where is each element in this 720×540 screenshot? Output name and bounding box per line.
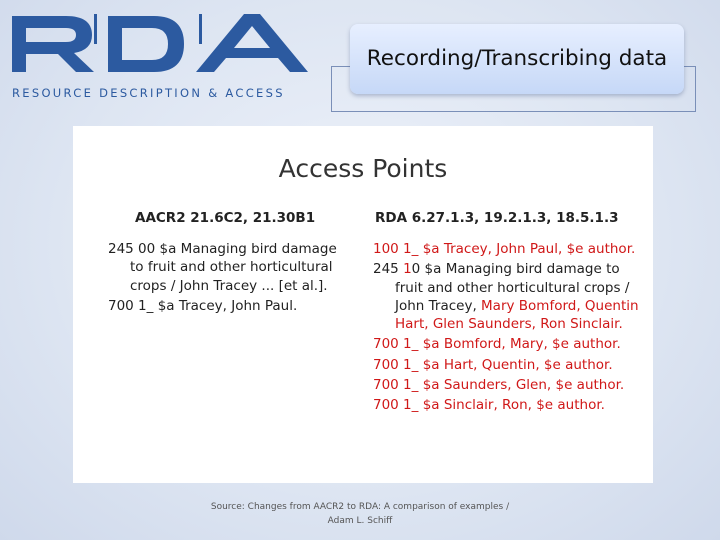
source-caption: Source: Changes from AACR2 to RDA: A comparison of examples / Adam L. Schiff — [210, 502, 510, 526]
slide-title: Recording/Transcribing data — [350, 24, 684, 94]
rda-entry-245 — [373, 260, 643, 333]
rda-entry-700: 700 1_ $a Hart, Quentin, $e author. — [373, 356, 613, 373]
aacr2-entry-245: 245 00 $a Managing bird damage to fruit and other horticultural crops / John Tracey ... [et al.]. — [108, 241, 337, 294]
panel-heading: Access Points — [278, 154, 448, 183]
rda-entry-100: 100 1_ $a Tracey, John Paul, $e author. — [373, 241, 636, 257]
aacr2-column — [108, 240, 348, 317]
aacr2-header: AACR2 21.6C2, 21.30B1 — [135, 210, 316, 226]
rda-entry-245-text: 0 $a Managing bird damage to fruit and other horticultural crops / John Tracey, — [395, 261, 630, 314]
logo-tagline: RESOURCE DESCRIPTION & ACCESS — [12, 86, 285, 100]
rda-entry-245-indicator: 1 — [403, 261, 412, 278]
aacr2-entry-700: 700 1_ $a Tracey, John Paul. — [108, 297, 298, 314]
rda-entry-700: 700 1_ $a Saunders, Glen, $e author. — [373, 377, 625, 394]
access-points-panel — [73, 126, 653, 483]
rda-logo — [8, 10, 318, 102]
rda-entry-700: 700 1_ $a Bomford, Mary, $e author. — [373, 336, 621, 353]
rda-entry-700: 700 1_ $a Sinclair, Ron, $e author. — [373, 397, 605, 414]
rda-column — [373, 240, 643, 417]
rda-logo-mark — [8, 10, 318, 80]
rda-entry-245-tag: 245 — [373, 261, 404, 278]
rda-entry-245-added-names: Mary Bomford, Quentin Hart, Glen Saunders, Ron Sinclair. — [395, 297, 639, 333]
rda-header: RDA 6.27.1.3, 19.2.1.3, 18.5.1.3 — [375, 210, 619, 226]
